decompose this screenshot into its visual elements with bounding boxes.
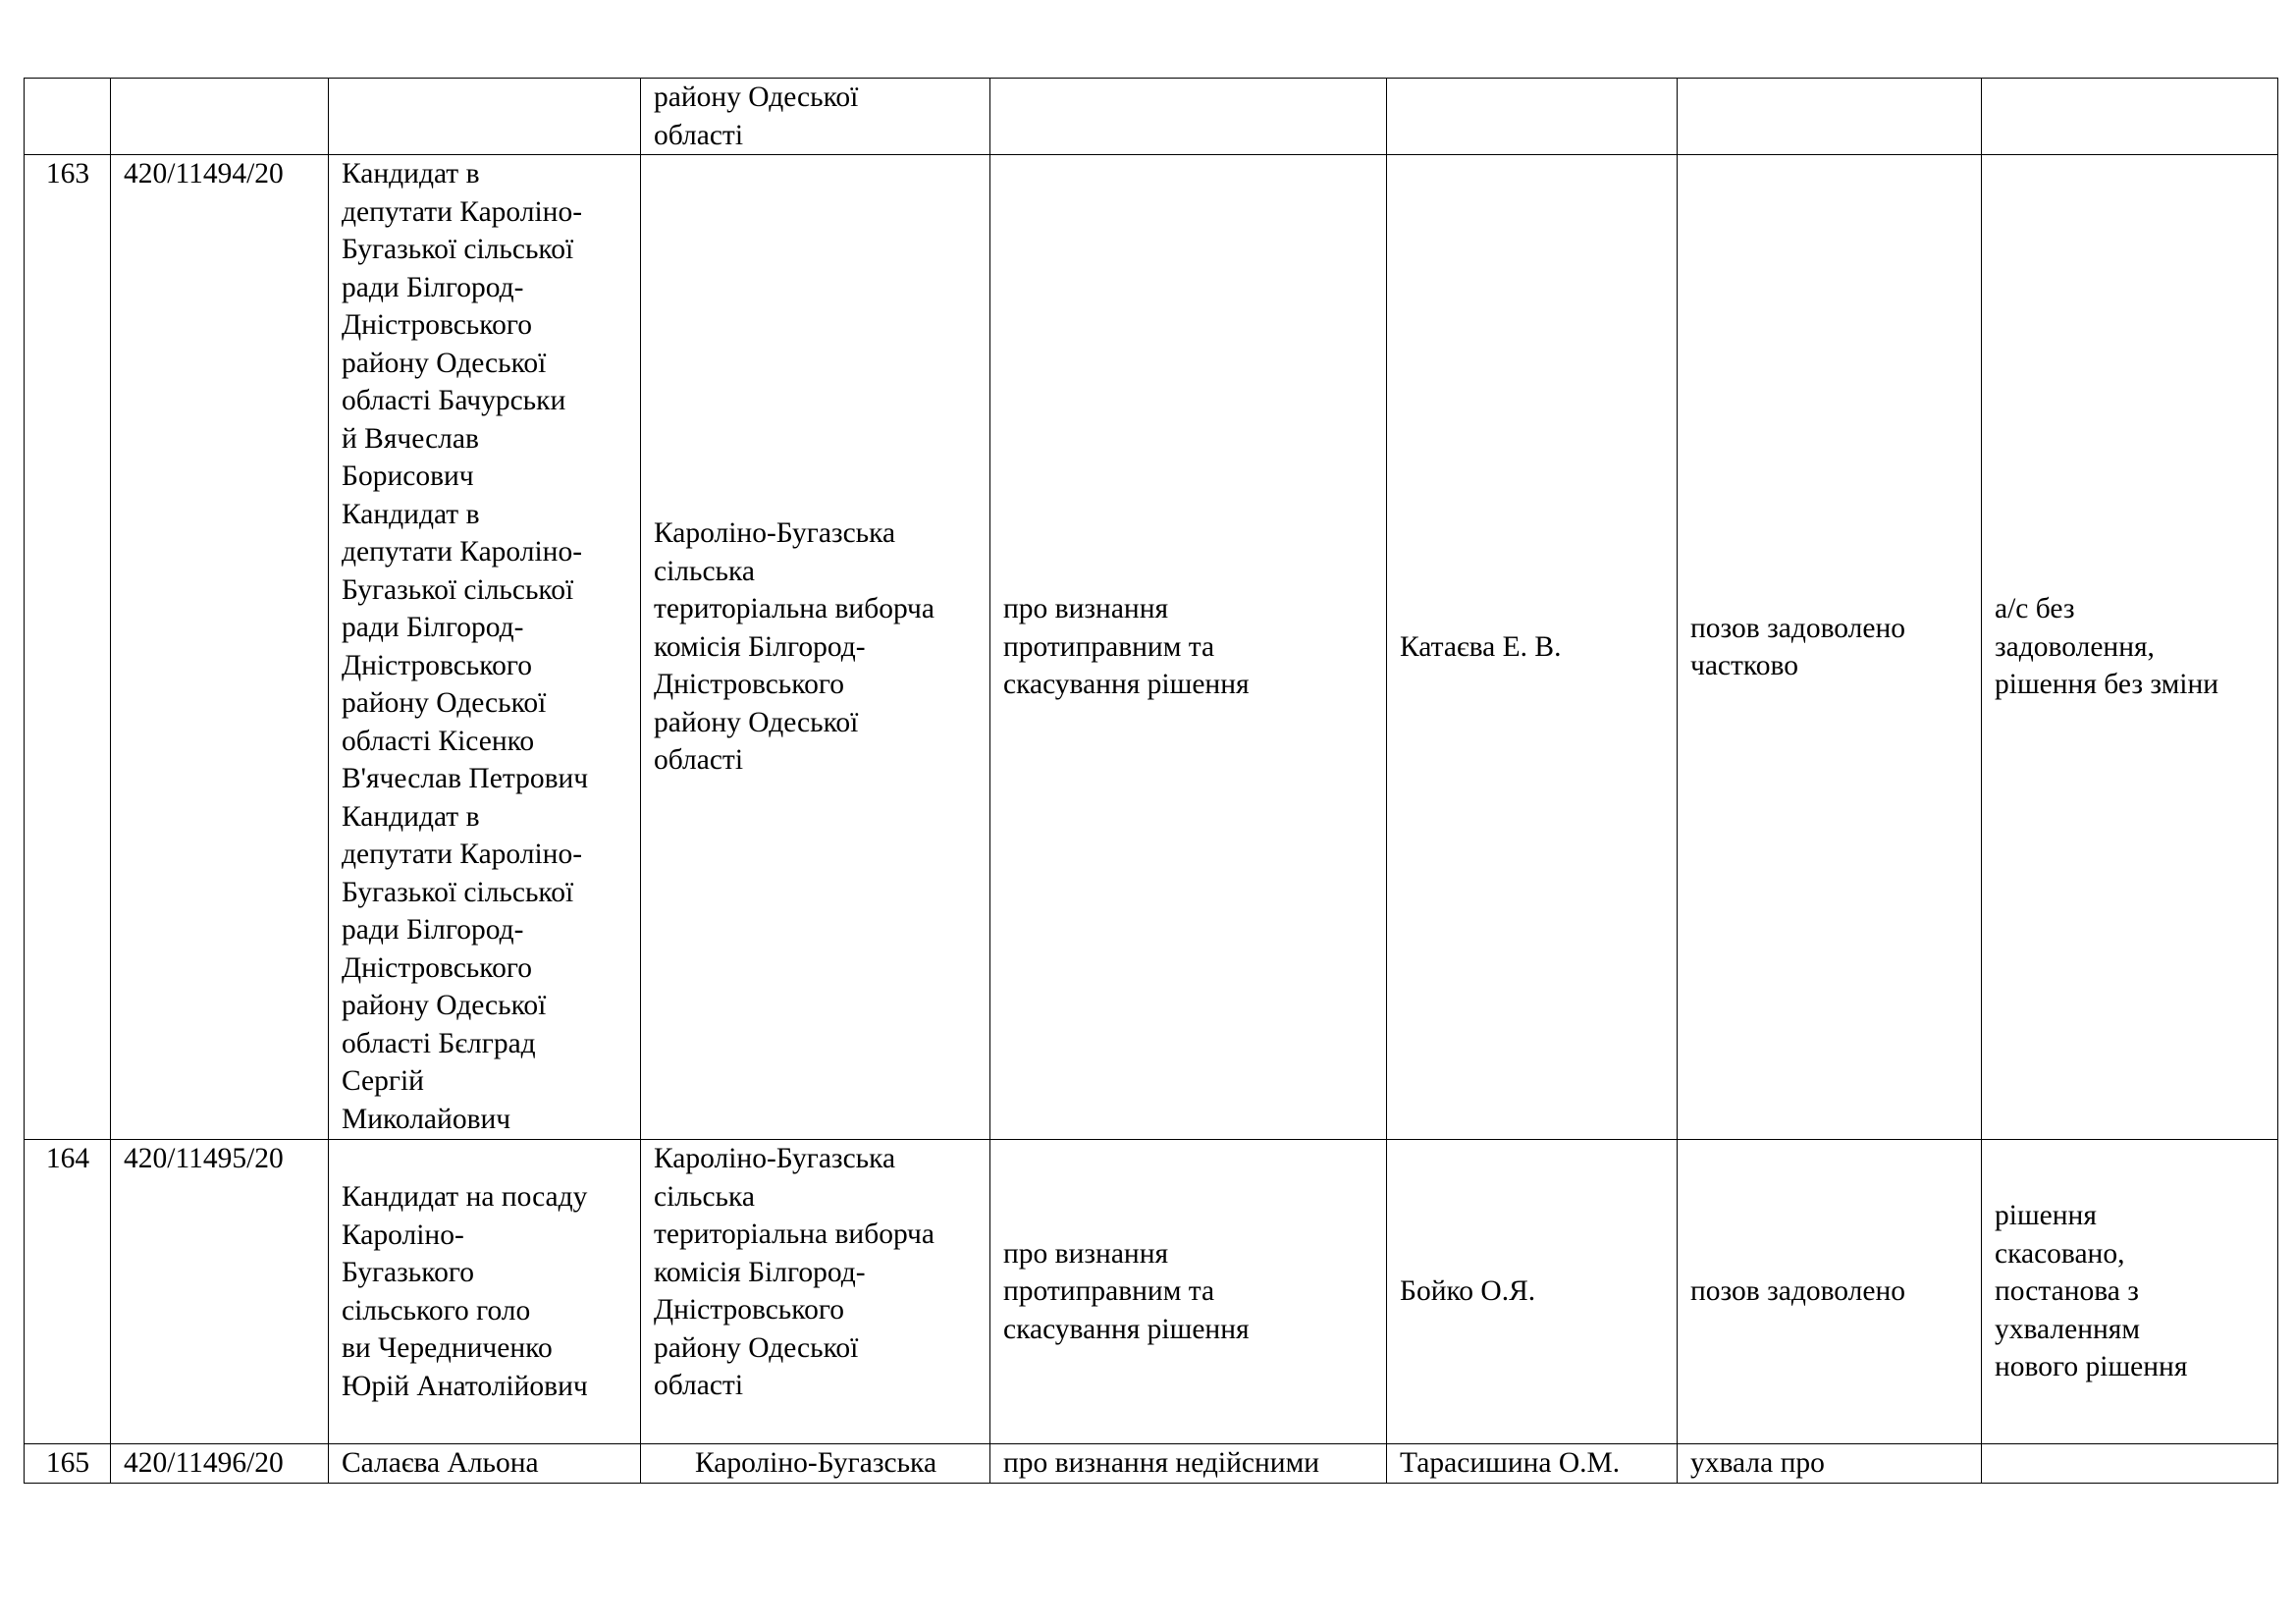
table-row	[25, 155, 2278, 1140]
judge-cell: Катаєва Е. В.	[1387, 155, 1678, 1140]
result-cell	[1678, 79, 1982, 155]
defendant-cell: Кароліно-Бугазська	[641, 1444, 990, 1484]
row-number-cell: 164	[25, 1140, 111, 1444]
plaintiff-cell	[329, 79, 641, 155]
plaintiff-cell: Кандидат на посаду Кароліно- Бугазького сільського голо ви Чередниченко Юрій Анатолійович	[329, 1140, 641, 1444]
judge-cell	[1387, 79, 1678, 155]
result-cell: ухвала про	[1678, 1444, 1982, 1484]
plaintiff-cell: Кандидат в депутати Кароліно- Бугазької сільської ради Білгород- Дністровського району Одеської області Бачурськи й Вячеслав Борисович Кандидат в депутати Кароліно- Бугазької сільської ради Білгород- Дністровського району Одеської області Кісенко В'ячеслав Петрович Кандидат в депутати Кароліно- Бугазької сільської ради Білгород- Дністровського району Одеської області Бєлград Сергій Миколайович	[329, 155, 641, 1140]
result-cell: позов задоволено частково	[1678, 155, 1982, 1140]
court-cases-table	[24, 78, 2278, 1484]
appeal-result-cell	[1982, 79, 2278, 155]
case-number-cell: 420/11495/20	[111, 1140, 329, 1444]
subject-cell	[990, 79, 1387, 155]
judge-cell: Тарасишина О.М.	[1387, 1444, 1678, 1484]
defendant-cell: Кароліно-Бугазська сільська територіальна виборча комісія Білгород- Дністровського району Одеської області	[641, 155, 990, 1140]
table-row	[25, 1140, 2278, 1444]
row-number-cell	[25, 79, 111, 155]
row-number-cell: 163	[25, 155, 111, 1140]
table-row	[25, 79, 2278, 155]
subject-cell: про визнання протиправним та скасування рішення	[990, 155, 1387, 1140]
result-cell: позов задоволено	[1678, 1140, 1982, 1444]
row-number-cell: 165	[25, 1444, 111, 1484]
appeal-result-cell	[1982, 1444, 2278, 1484]
plaintiff-cell: Салаєва Альона	[329, 1444, 641, 1484]
appeal-result-cell: рішення скасовано, постанова з ухваленням нового рішення	[1982, 1140, 2278, 1444]
defendant-cell: району Одеської області	[641, 79, 990, 155]
table-row	[25, 1444, 2278, 1484]
subject-cell: про визнання недійсними	[990, 1444, 1387, 1484]
subject-cell: про визнання протиправним та скасування рішення	[990, 1140, 1387, 1444]
defendant-cell: Кароліно-Бугазська сільська територіальна виборча комісія Білгород- Дністровського району Одеської області	[641, 1140, 990, 1444]
case-number-cell: 420/11496/20	[111, 1444, 329, 1484]
case-number-cell: 420/11494/20	[111, 155, 329, 1140]
appeal-result-cell: а/с без задоволення, рішення без зміни	[1982, 155, 2278, 1140]
case-number-cell	[111, 79, 329, 155]
judge-cell: Бойко О.Я.	[1387, 1140, 1678, 1444]
